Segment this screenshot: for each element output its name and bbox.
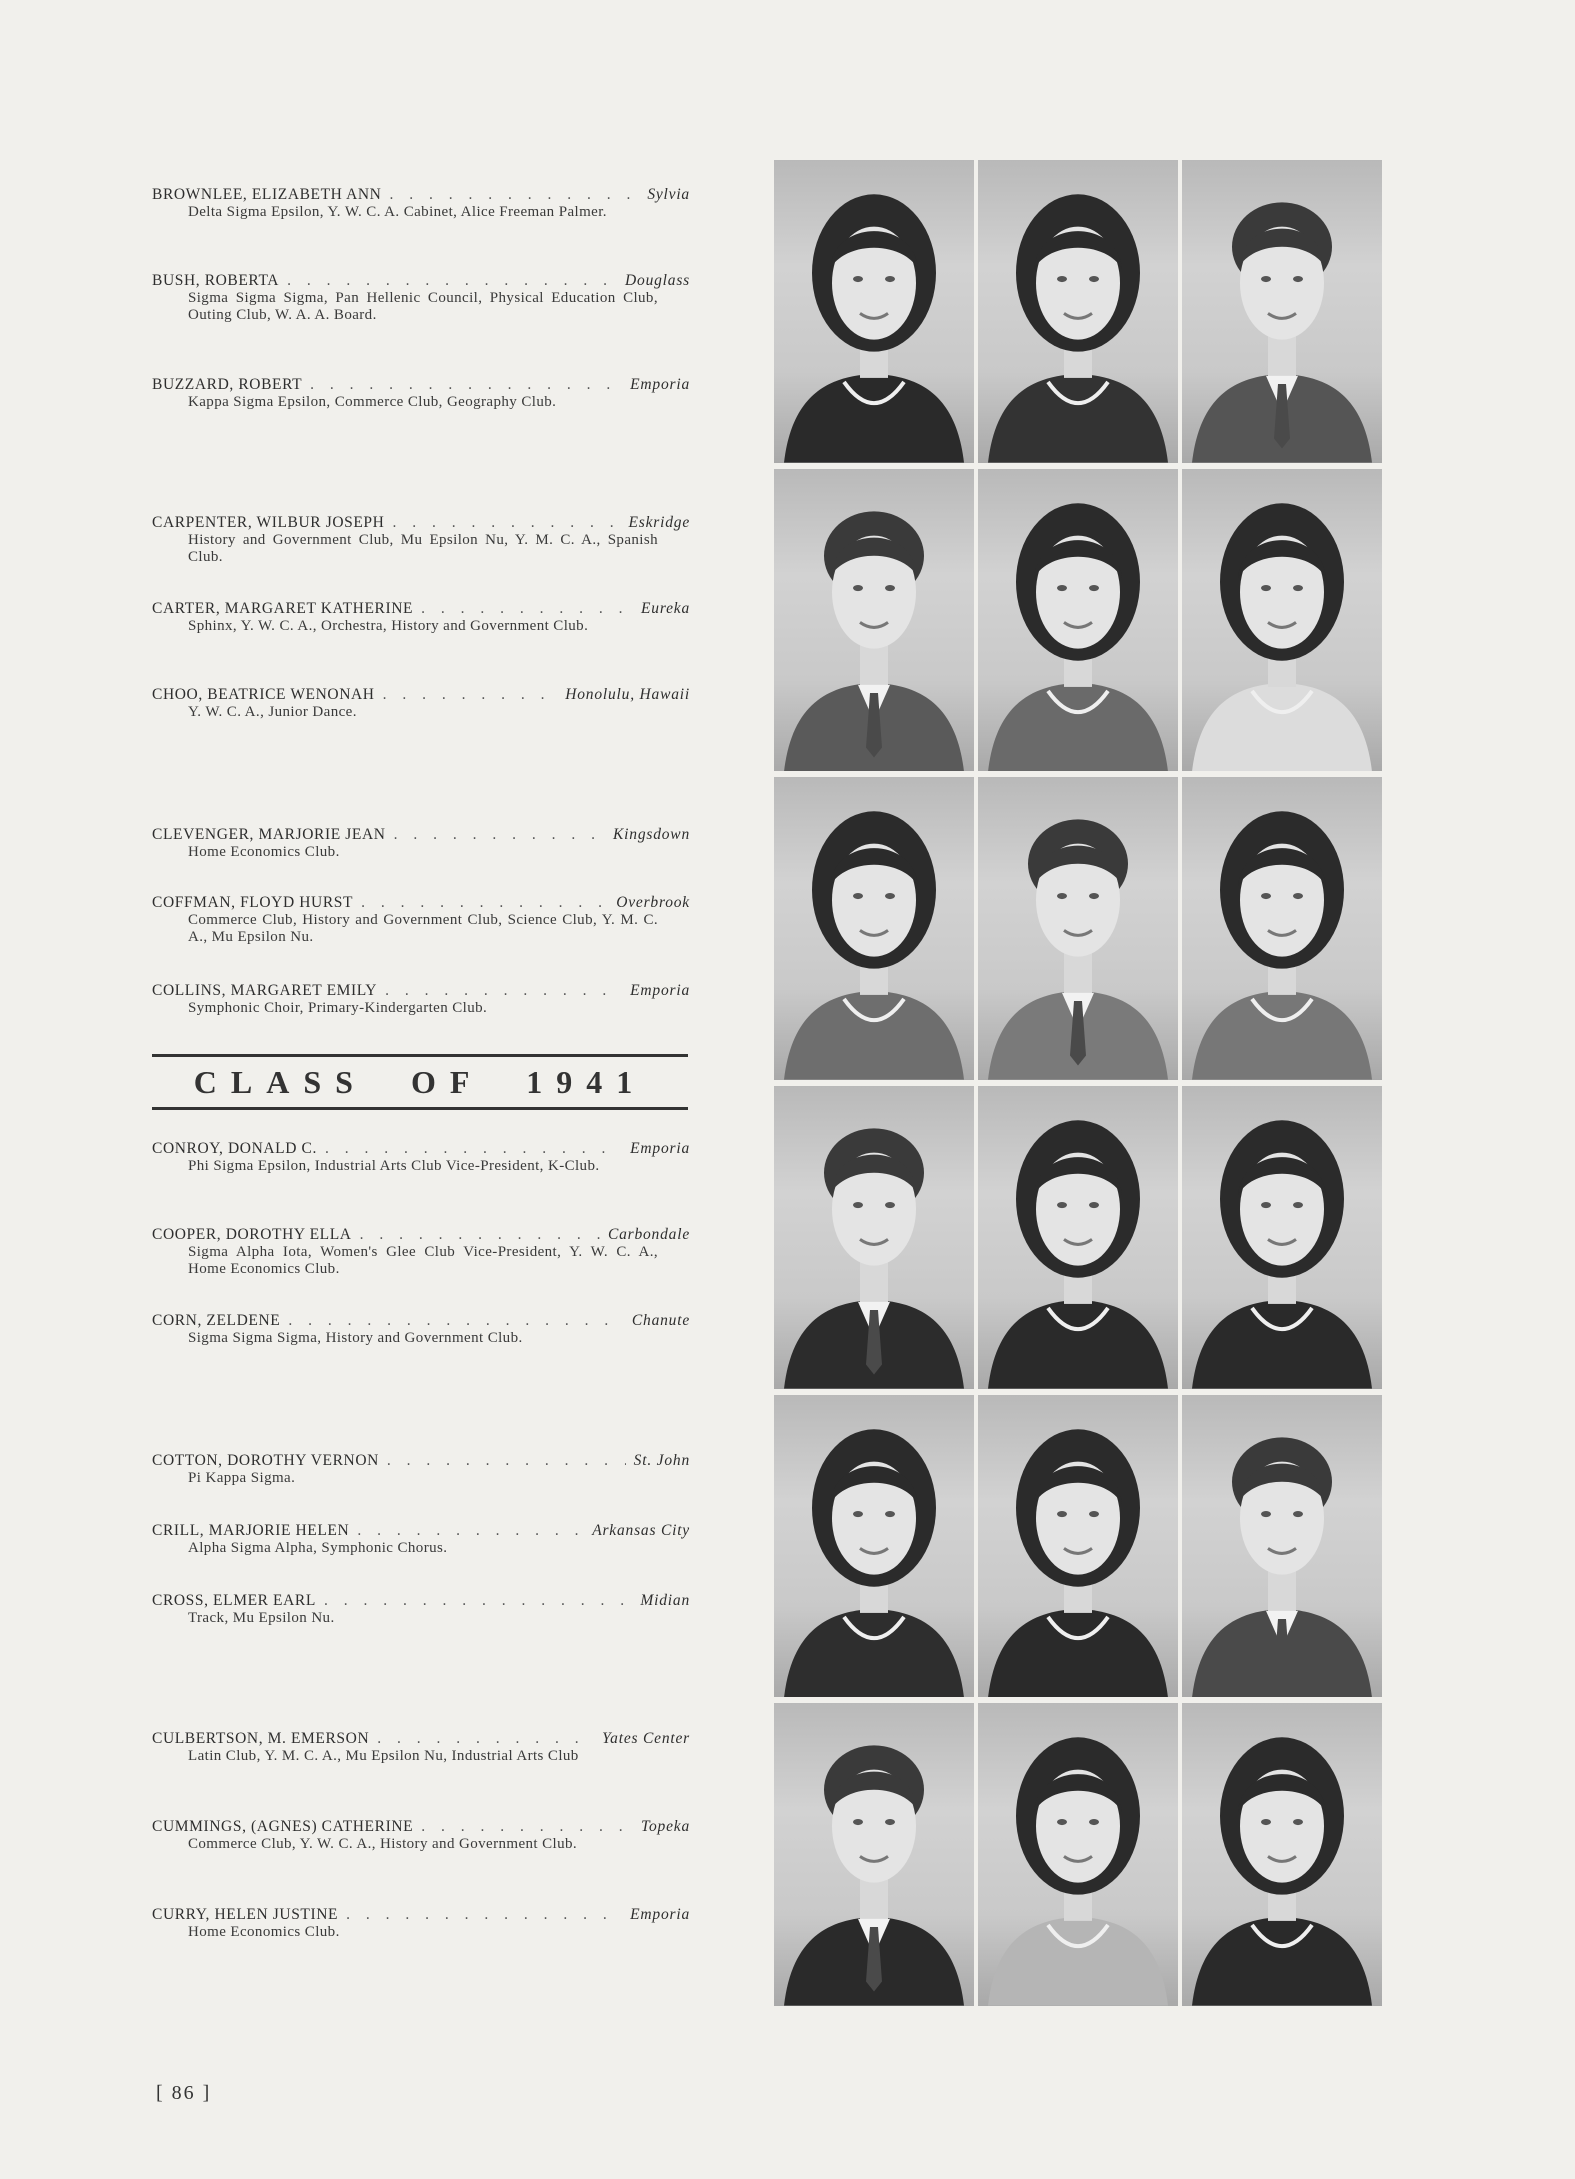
student-entry	[152, 1226, 690, 1278]
student-entry	[152, 1906, 690, 1941]
leader-dots	[383, 686, 558, 704]
leader-dots	[394, 826, 605, 844]
student-activities: Sigma Sigma Sigma, History and Government Club.	[188, 1330, 523, 1346]
leader-dots	[421, 600, 633, 618]
student-activities: Kappa Sigma Epsilon, Commerce Club, Geography Club.	[188, 394, 557, 410]
student-hometown: Eureka	[641, 600, 690, 617]
portrait-photo	[1182, 160, 1382, 463]
leader-dots	[357, 1522, 584, 1540]
student-name: CLEVENGER, MARJORIE JEAN	[152, 826, 386, 843]
student-activities: Symphonic Choir, Primary-Kindergarten Club.	[188, 1000, 488, 1016]
leader-dots	[389, 186, 639, 204]
student-activities: Alpha Sigma Alpha, Symphonic Chorus.	[188, 1540, 448, 1556]
leader-dots	[421, 1818, 633, 1836]
portrait-photo	[1182, 777, 1382, 1080]
student-entry	[152, 1522, 690, 1557]
student-activities: Phi Sigma Epsilon, Industrial Arts Club Vice-President, K-Club.	[188, 1158, 600, 1174]
student-entry	[152, 826, 690, 861]
student-hometown: Overbrook	[616, 894, 690, 911]
portrait-photo	[774, 1703, 974, 2006]
student-entry	[152, 272, 690, 324]
leader-dots	[325, 1140, 622, 1158]
leader-dots	[346, 1906, 622, 1924]
student-entry	[152, 600, 690, 635]
portrait-photo	[978, 469, 1178, 772]
portrait-photo	[774, 469, 974, 772]
student-name: BROWNLEE, ELIZABETH ANN	[152, 186, 382, 203]
student-activities: Sphinx, Y. W. C. A., Orchestra, History and Government Club.	[188, 618, 589, 634]
student-entry	[152, 894, 690, 946]
student-hometown: Emporia	[630, 376, 690, 393]
student-entry	[152, 1730, 690, 1765]
leader-dots	[385, 982, 622, 1000]
leader-dots	[287, 272, 617, 290]
leader-dots	[310, 376, 622, 394]
leader-dots	[392, 514, 620, 532]
student-activities: Pi Kappa Sigma.	[188, 1470, 296, 1486]
portrait-photo	[978, 1703, 1178, 2006]
student-activities: Y. W. C. A., Junior Dance.	[188, 704, 357, 720]
student-hometown: Honolulu, Hawaii	[565, 686, 690, 703]
student-entry	[152, 1818, 690, 1853]
student-hometown: Chanute	[631, 1312, 690, 1329]
leader-dots	[377, 1730, 594, 1748]
student-hometown: St. John	[633, 1452, 690, 1469]
student-name: CARTER, MARGARET KATHERINE	[152, 600, 414, 617]
student-hometown: Sylvia	[647, 186, 690, 203]
portrait-photo	[1182, 1086, 1382, 1389]
student-entry	[152, 1452, 690, 1487]
student-hometown: Emporia	[630, 982, 690, 999]
portrait-photo	[978, 1395, 1178, 1698]
student-activities: Sigma Alpha Iota, Women's Glee Club Vice-President, Y. W. C. A., Home Economics Club.	[188, 1244, 658, 1277]
student-entry	[152, 186, 690, 221]
student-name: CHOO, BEATRICE WENONAH	[152, 686, 375, 703]
portrait-photo	[774, 777, 974, 1080]
portrait-photo	[978, 160, 1178, 463]
leader-dots	[360, 1226, 600, 1244]
leader-dots	[324, 1592, 632, 1610]
student-activities: Home Economics Club.	[188, 844, 340, 860]
student-name: CURRY, HELEN JUSTINE	[152, 1906, 339, 1923]
class-banner	[152, 1054, 688, 1110]
student-name: COOPER, DOROTHY ELLA	[152, 1226, 352, 1243]
portrait-photo	[1182, 1395, 1382, 1698]
portrait-grid	[774, 160, 1374, 2006]
student-activities: Latin Club, Y. M. C. A., Mu Epsilon Nu, Industrial Arts Club	[188, 1748, 579, 1764]
student-name: CUMMINGS, (AGNES) CATHERINE	[152, 1818, 414, 1835]
student-entry	[152, 686, 690, 721]
portrait-photo	[774, 1086, 974, 1389]
leader-dots	[387, 1452, 626, 1470]
class-banner-text: CLASS OF 1941	[193, 1063, 647, 1100]
student-name: CORN, ZELDENE	[152, 1312, 281, 1329]
portrait-photo	[978, 777, 1178, 1080]
student-name: CONROY, DONALD C.	[152, 1140, 317, 1157]
student-hometown: Eskridge	[628, 514, 690, 531]
student-entry	[152, 514, 690, 566]
student-activities: Commerce Club, Y. W. C. A., History and Government Club.	[188, 1836, 578, 1852]
student-entry	[152, 1140, 690, 1175]
portrait-photo	[1182, 1703, 1382, 2006]
portrait-photo	[1182, 469, 1382, 772]
student-activities: Home Economics Club.	[188, 1924, 340, 1940]
student-name: COLLINS, MARGARET EMILY	[152, 982, 378, 999]
leader-dots	[361, 894, 608, 912]
leader-dots	[288, 1312, 624, 1330]
student-name: CROSS, ELMER EARL	[152, 1592, 316, 1609]
student-name: CRILL, MARJORIE HELEN	[152, 1522, 350, 1539]
page-number: [ 86 ]	[156, 2082, 212, 2104]
student-activities: Sigma Sigma Sigma, Pan Hellenic Council, Physical Education Club, Outing Club, W. A. A. Board.	[188, 290, 658, 323]
student-name: CARPENTER, WILBUR JOSEPH	[152, 514, 385, 531]
portrait-photo	[774, 1395, 974, 1698]
student-entry	[152, 1592, 690, 1627]
student-name: BUZZARD, ROBERT	[152, 376, 303, 393]
portrait-photo	[774, 160, 974, 463]
student-hometown: Yates Center	[602, 1730, 690, 1747]
student-name: CULBERTSON, M. EMERSON	[152, 1730, 370, 1747]
student-entry	[152, 376, 690, 411]
student-hometown: Douglass	[625, 272, 690, 289]
portrait-photo	[978, 1086, 1178, 1389]
student-name: BUSH, ROBERTA	[152, 272, 280, 289]
student-entry	[152, 1312, 690, 1347]
student-activities: Track, Mu Epsilon Nu.	[188, 1610, 335, 1626]
student-hometown: Kingsdown	[613, 826, 690, 843]
student-hometown: Topeka	[640, 1818, 690, 1835]
student-hometown: Emporia	[630, 1140, 690, 1157]
student-entry	[152, 982, 690, 1017]
student-hometown: Midian	[640, 1592, 690, 1609]
student-hometown: Carbondale	[607, 1226, 690, 1243]
student-hometown: Arkansas City	[592, 1522, 690, 1539]
student-activities: History and Government Club, Mu Epsilon Nu, Y. M. C. A., Spanish Club.	[188, 532, 658, 565]
student-name: COFFMAN, FLOYD HURST	[152, 894, 354, 911]
student-hometown: Emporia	[630, 1906, 690, 1923]
student-activities: Delta Sigma Epsilon, Y. W. C. A. Cabinet, Alice Freeman Palmer.	[188, 204, 607, 220]
student-activities: Commerce Club, History and Government Club, Science Club, Y. M. C. A., Mu Epsilon Nu.	[188, 912, 658, 945]
student-name: COTTON, DOROTHY VERNON	[152, 1452, 379, 1469]
